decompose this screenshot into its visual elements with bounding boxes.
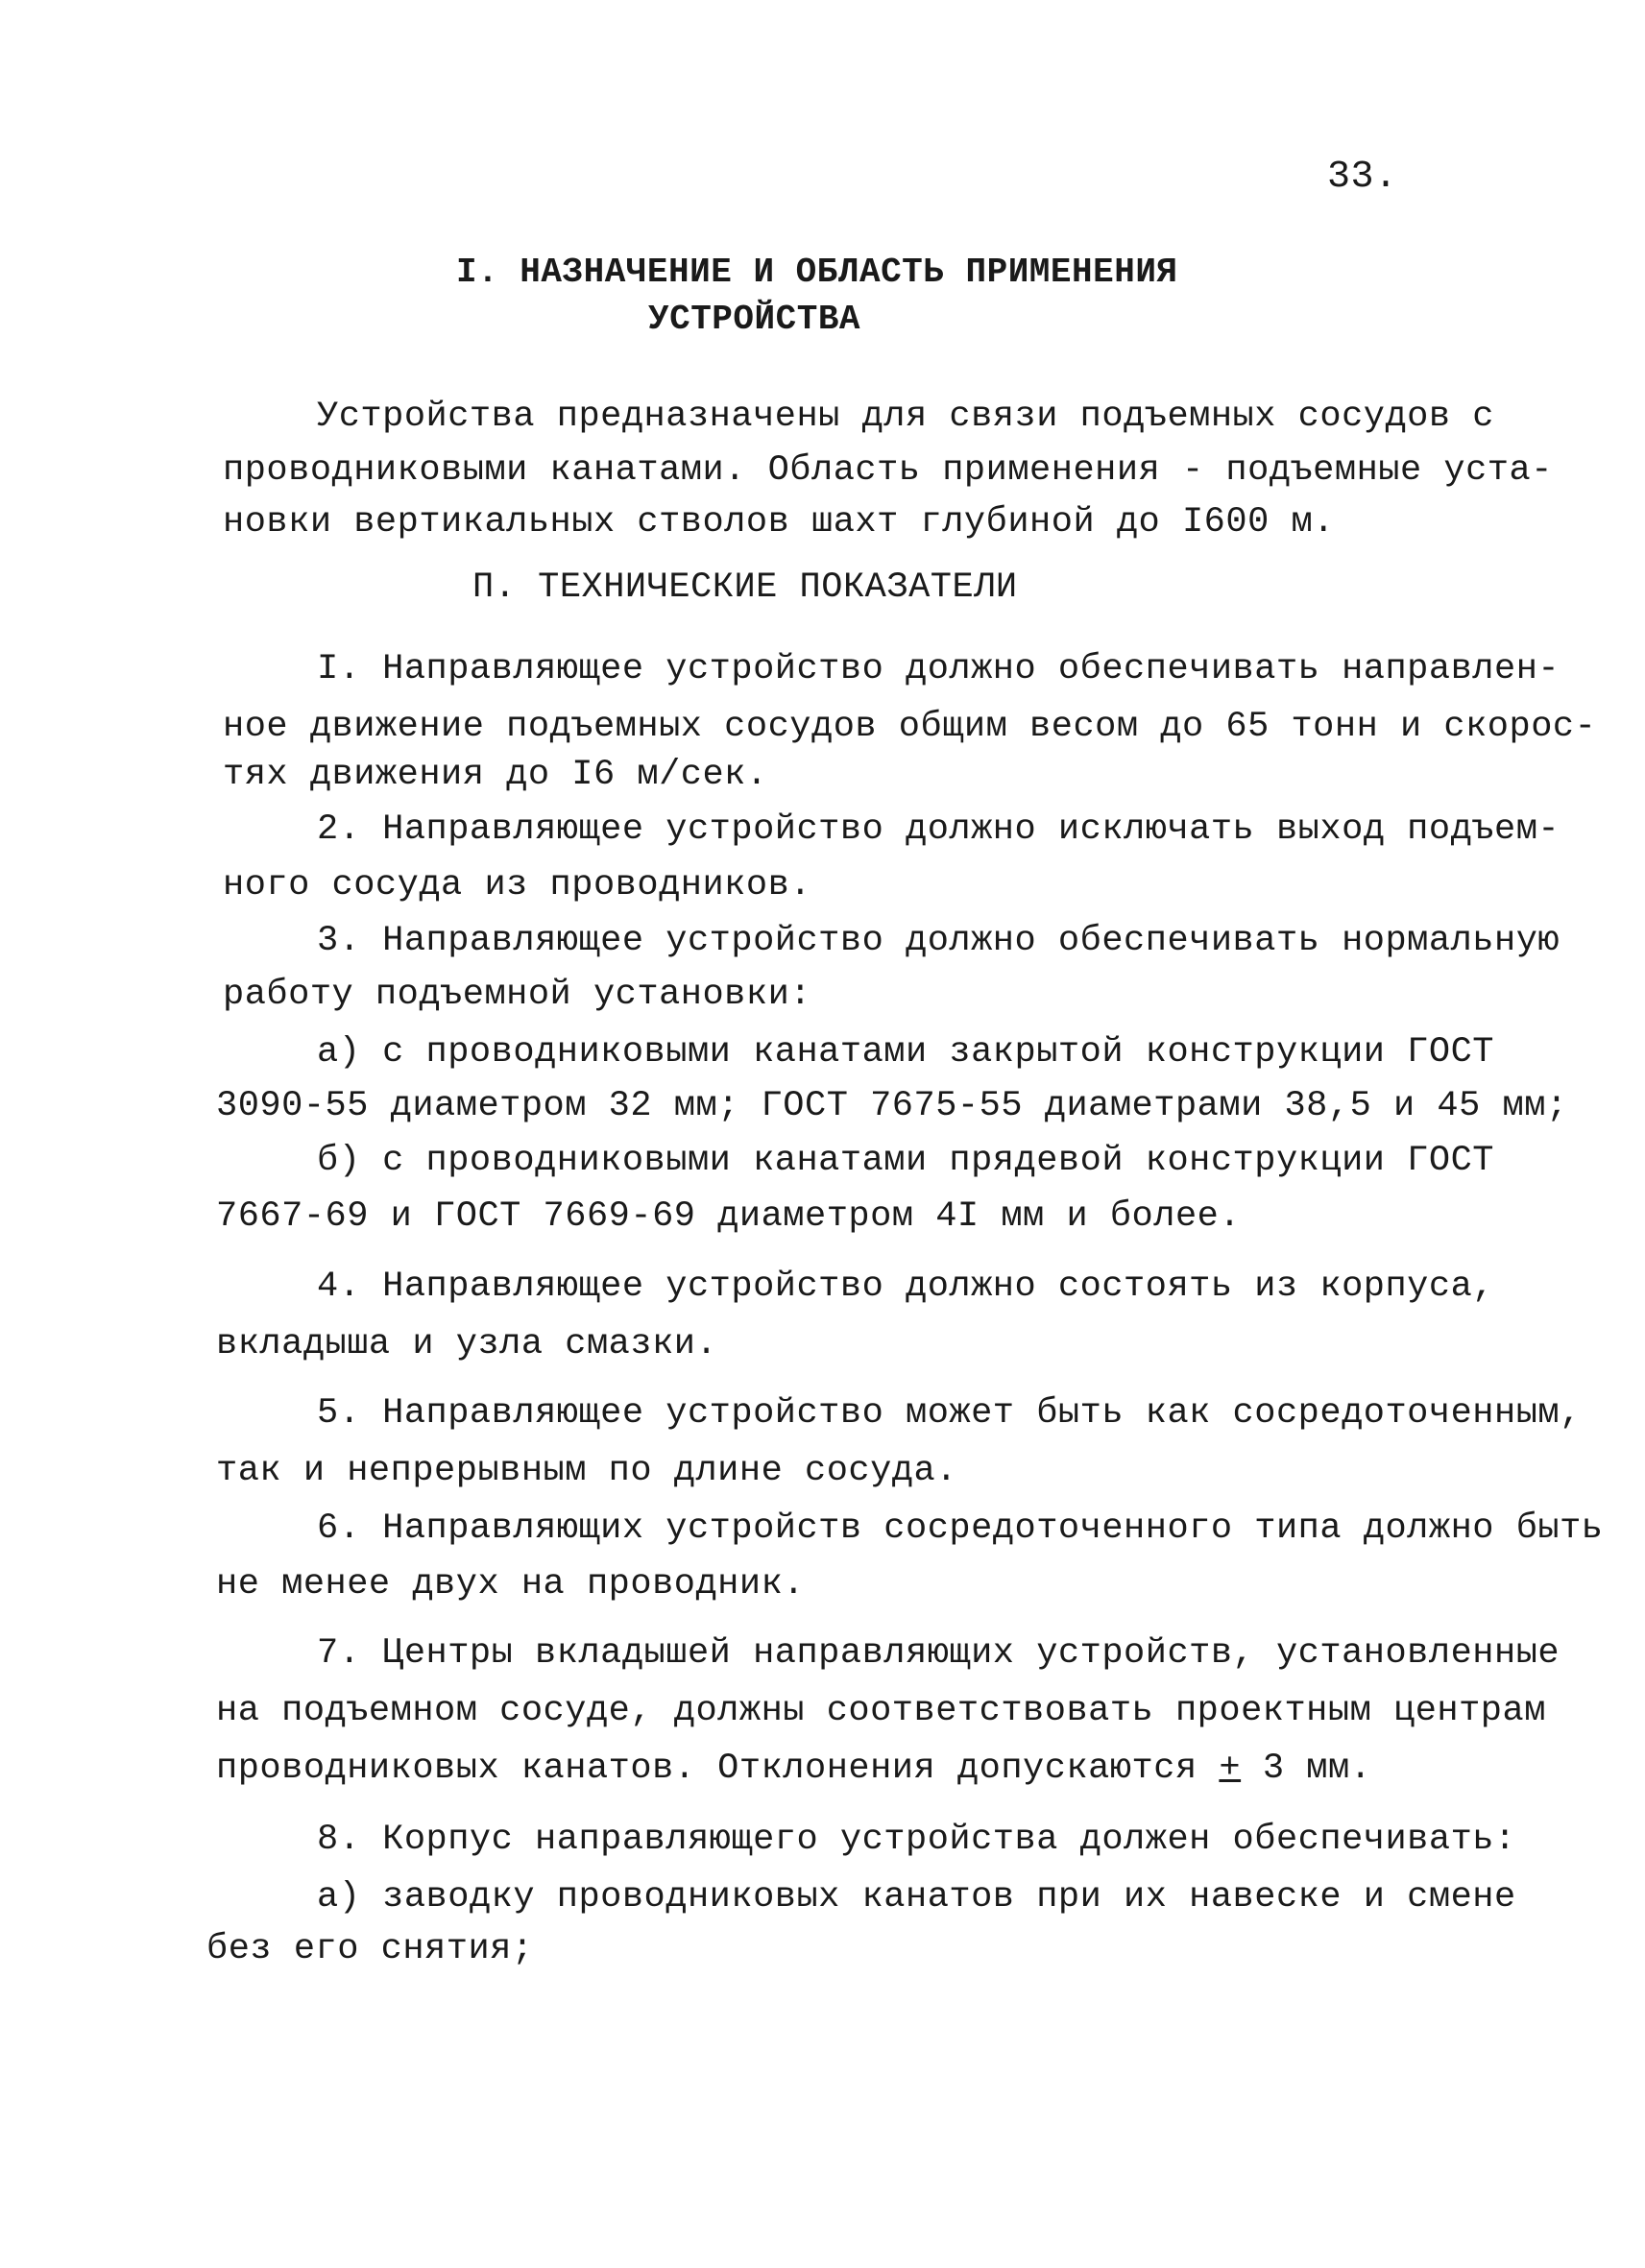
- item7-line: 7. Центры вкладышей направляющих устройств, установленные: [317, 1633, 1560, 1674]
- item4-line: вкладыша и узла смазки.: [216, 1324, 718, 1364]
- item5-line: 5. Направляющее устройство может быть как сосредоточенным,: [317, 1393, 1582, 1434]
- item2-line: ного сосуда из проводников.: [223, 865, 811, 905]
- tolerance-sign: +: [1219, 1749, 1242, 1789]
- item4-line: 4. Направляющее устройство должно состоять из корпуса,: [317, 1267, 1494, 1307]
- section1-paragraph-line: новки вертикальных стволов шахт глубиной до I600 м.: [223, 502, 1335, 543]
- item5-line: так и непрерывным по длине сосуда.: [216, 1451, 957, 1491]
- item7-text: проводниковых канатов. Отклонения допускаются: [216, 1749, 1197, 1789]
- item1-line: тях движения до I6 м/сек.: [223, 755, 768, 795]
- item3-line: работу подъемной установки:: [223, 975, 811, 1015]
- item1-line: ное движение подъемных сосудов общим весом до 65 тонн и скорос-: [223, 707, 1597, 747]
- item6-line: 6. Направляющих устройств сосредоточенного типа должно быть: [317, 1508, 1604, 1549]
- section2-title: П. ТЕХНИЧЕСКИЕ ПОКАЗАТЕЛИ: [472, 567, 1018, 608]
- item6-line: не менее двух на проводник.: [216, 1564, 805, 1604]
- item7-line: на подъемном сосуде, должны соответствовать проектным центрам: [216, 1691, 1546, 1731]
- section1-paragraph-line: Устройства предназначены для связи подъемных сосудов с: [317, 397, 1494, 437]
- section1-title-line1: I. НАЗНАЧЕНИЕ И ОБЛАСТЬ ПРИМЕНЕНИЯ: [456, 253, 1178, 292]
- item1-line: I. Направляющее устройство должно обеспечивать направлен-: [317, 649, 1560, 689]
- item2-line: 2. Направляющее устройство должно исключать выход подъем-: [317, 809, 1560, 850]
- item3-subitem-a-cont: 3090-55 диаметром 32 мм; ГОСТ 7675-55 диаметрами 38,5 и 45 мм;: [216, 1086, 1568, 1126]
- item3-subitem-b-cont: 7667-69 и ГОСТ 7669-69 диаметром 4I мм и более.: [216, 1196, 1242, 1237]
- item7-line-last: [216, 1748, 1371, 1790]
- item8-subitem-a-cont: без его снятия;: [206, 1929, 534, 1969]
- item8-line: 8. Корпус направляющего устройства должен обеспечивать:: [317, 1820, 1516, 1860]
- item8-subitem-a: а) заводку проводниковых канатов при их навеске и смене: [317, 1877, 1516, 1918]
- item3-subitem-b: б) с проводниковыми канатами прядевой конструкции ГОСТ: [317, 1141, 1494, 1181]
- section1-title-line2: УСТРОЙСТВА: [648, 300, 861, 339]
- tolerance-value: 3 мм.: [1262, 1749, 1372, 1789]
- item3-line: 3. Направляющее устройство должно обеспечивать нормальную: [317, 921, 1560, 961]
- page-number: 33.: [1327, 156, 1398, 199]
- item3-subitem-a: а) с проводниковыми канатами закрытой конструкции ГОСТ: [317, 1032, 1494, 1073]
- section1-paragraph-line: проводниковыми канатами. Область применения - подъемные уста-: [223, 450, 1553, 491]
